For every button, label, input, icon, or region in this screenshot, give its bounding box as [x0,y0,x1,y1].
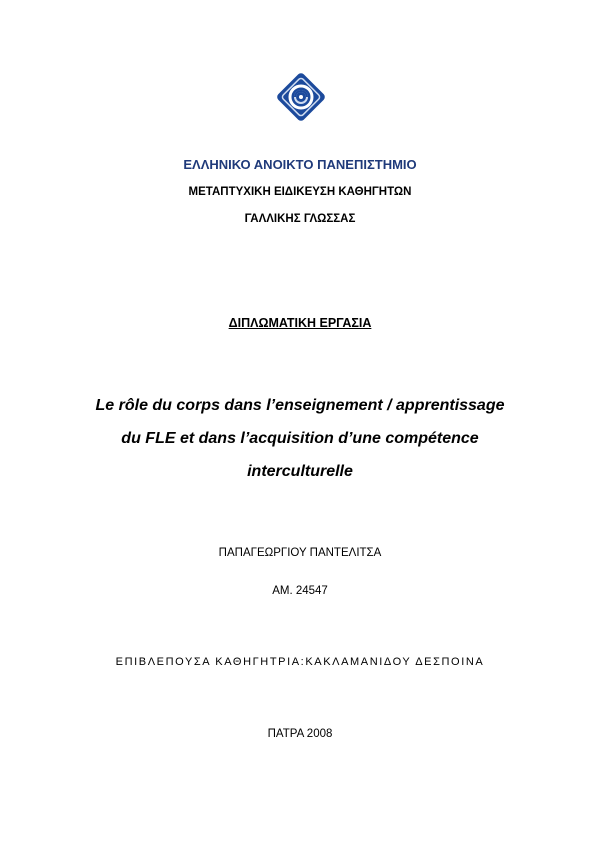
place-and-year: ΠΑΤΡΑ 2008 [267,728,333,740]
language-specialization: ΓΑΛΛΙΚΗΣ ΓΛΩΣΣΑΣ [244,213,356,225]
supervisor-line: ΕΠΙΒΛΕΠΟΥΣΑ ΚΑΘΗΓΗΤΡΙΑ:ΚΑΚΛΑΜΑΝΙΔΟΥ ΔΕΣΠΟΙΝΑ [115,656,485,668]
department-name: ΜΕΤΑΠΤΥΧΙΚΗ ΕΙΔΙΚΕΥΣΗ ΚΑΘΗΓΗΤΩΝ [188,186,412,198]
thesis-type-heading: ΔΙΠΛΩΜΑΤΙΚΗ ΕΡΓΑΣΙΑ [228,316,372,330]
author-name: ΠΑΠΑΓΕΩΡΓΙΟΥ ΠΑΝΤΕΛΙΤΣΑ [218,547,382,559]
university-emblem-icon [274,70,328,124]
registration-number: ΑΜ. 24547 [272,585,328,597]
thesis-title-line-1: Le rôle du corps dans l’enseignement / apprentissage [95,397,505,414]
thesis-title-line-3: interculturelle [247,463,353,480]
university-name: ΕΛΛΗΝΙΚΟ ΑΝΟΙΚΤΟ ΠΑΝΕΠΙΣΤΗΜΙΟ [183,157,417,172]
thesis-title-line-2: du FLE et dans l’acquisition d’une compétence [121,430,479,447]
